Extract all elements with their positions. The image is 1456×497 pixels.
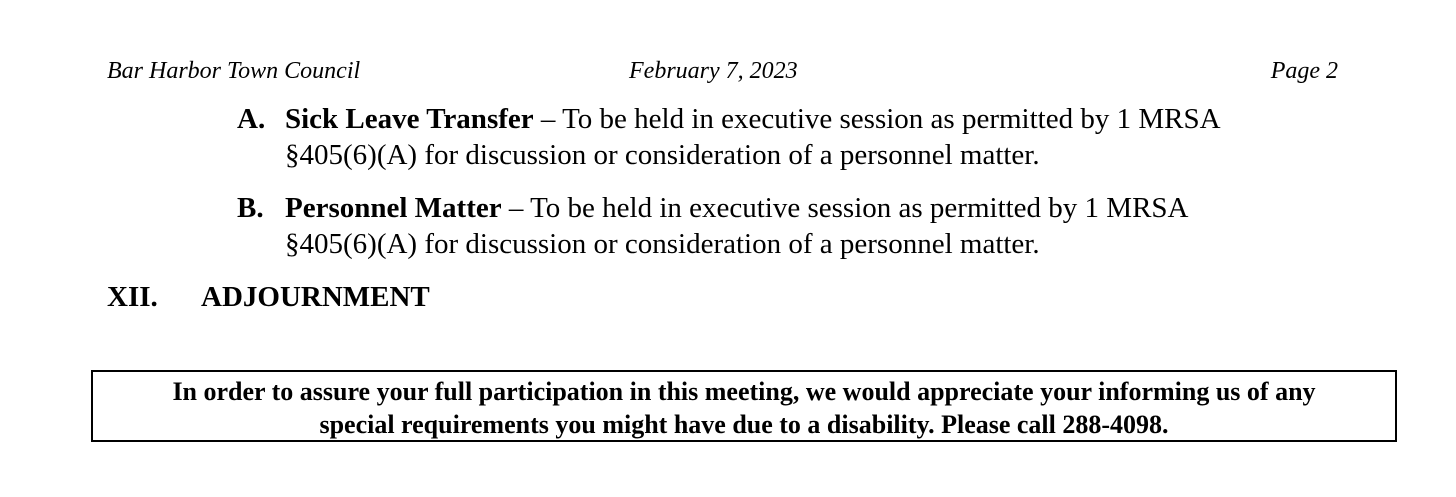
item-title: Sick Leave Transfer [285,103,534,135]
accessibility-notice-box [91,370,1397,442]
header-page-number: Page 2 [1270,58,1338,84]
section-heading-adjournment [107,279,430,315]
item-title: Personnel Matter [285,192,502,224]
item-letter: B. [237,192,264,224]
notice-line-2: special requirements you might have due to a disability. Please call 288-4098. [319,410,1169,439]
header-organization: Bar Harbor Town Council [107,58,361,84]
item-description-continued: §405(6)(A) for discussion or consideration of a personnel matter. [285,139,1040,171]
agenda-item-sick-leave-transfer [237,101,1357,173]
section-title: ADJOURNMENT [201,281,430,313]
section-numeral: XII. [107,281,158,313]
header-date: February 7, 2023 [629,58,798,84]
agenda-item-personnel-matter [237,190,1357,262]
item-description-continued: §405(6)(A) for discussion or consideration of a personnel matter. [285,228,1040,260]
notice-line-1: In order to assure your full participation in this meeting, we would appreciate your informing us of any [172,377,1316,406]
item-description: – To be held in executive session as permitted by 1 MRSA [533,103,1221,135]
item-letter: A. [237,103,266,135]
running-header [0,55,1456,87]
item-description: – To be held in executive session as permitted by 1 MRSA [501,192,1189,224]
